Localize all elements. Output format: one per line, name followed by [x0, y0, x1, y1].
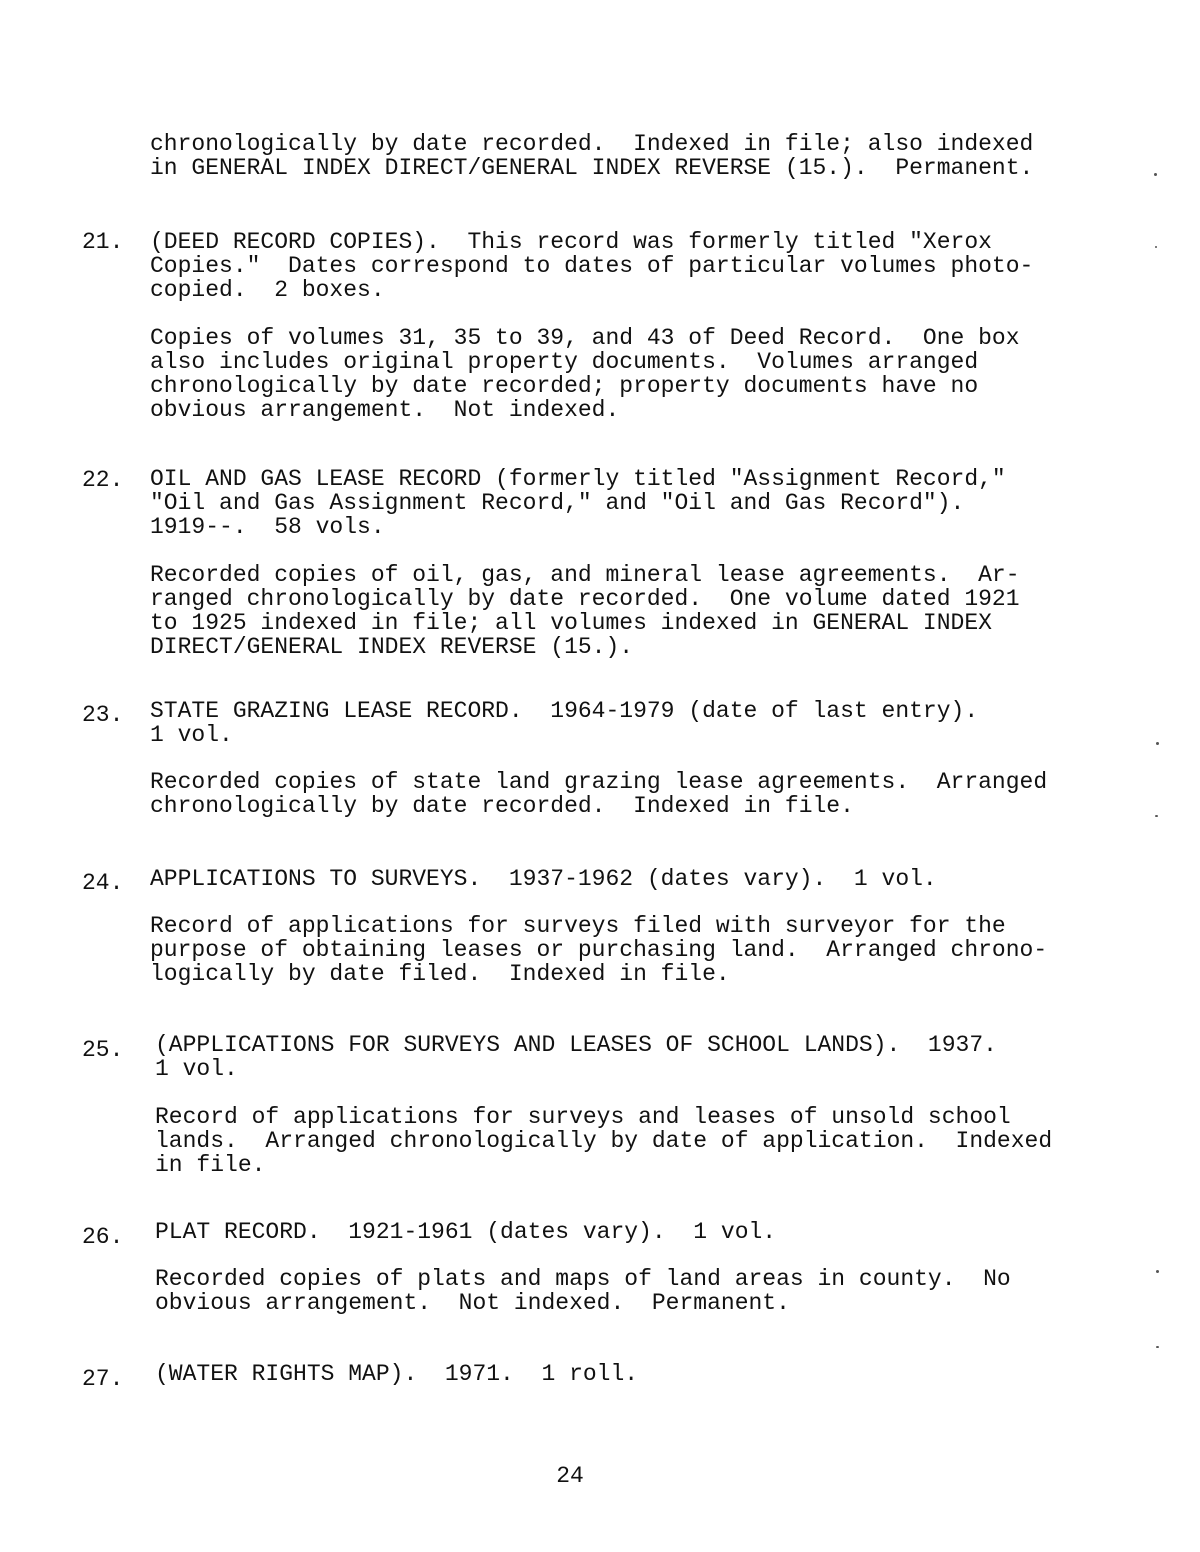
text-line: Record of applications for surveys and leases of unsold school [155, 1104, 1011, 1130]
scan-speck [1154, 173, 1157, 176]
entry-heading [150, 230, 1033, 302]
entry-number: 27. [82, 1366, 124, 1392]
text-line: copied. 2 boxes. [150, 277, 385, 303]
text-line: obvious arrangement. Not indexed. Permanent. [155, 1290, 790, 1316]
text-line: lands. Arranged chronologically by date of application. Indexed [155, 1128, 1053, 1154]
text-line: (APPLICATIONS FOR SURVEYS AND LEASES OF SCHOOL LANDS). 1937. [155, 1032, 997, 1058]
entry-description [155, 1267, 1011, 1315]
text-line: STATE GRAZING LEASE RECORD. 1964-1979 (date of last entry). [150, 698, 979, 724]
text-line: Copies." Dates correspond to dates of particular volumes photo- [150, 253, 1034, 279]
text-line: Recorded copies of state land grazing lease agreements. Arranged [150, 769, 1048, 795]
text-line: PLAT RECORD. 1921-1961 (dates vary). 1 vol. [155, 1219, 777, 1245]
entry-heading [155, 1220, 776, 1244]
scan-speck [1155, 246, 1157, 248]
entry-description [155, 1105, 1052, 1177]
text-line: also includes original property documents. Volumes arranged [150, 349, 979, 375]
text-line: Recorded copies of oil, gas, and mineral lease agreements. Ar- [150, 562, 1020, 588]
continuation-paragraph [150, 132, 1033, 180]
text-line: ranged chronologically by date recorded. One volume dated 1921 [150, 586, 1020, 612]
entry-description [150, 770, 1047, 818]
entry-number: 26. [82, 1224, 124, 1250]
text-line: in file. [155, 1152, 266, 1178]
entry-description [150, 914, 1047, 986]
entry-heading [150, 867, 937, 891]
text-line: "Oil and Gas Assignment Record," and "Oil and Gas Record"). [150, 490, 965, 516]
text-line: 1 vol. [150, 722, 233, 748]
entry-heading [150, 467, 1006, 539]
text-line: APPLICATIONS TO SURVEYS. 1937-1962 (dates vary). 1 vol. [150, 866, 937, 892]
text-line: chronologically by date recorded; property documents have no [150, 373, 979, 399]
text-line: (DEED RECORD COPIES). This record was formerly titled "Xerox [150, 229, 992, 255]
text-line: in GENERAL INDEX DIRECT/GENERAL INDEX REVERSE (15.). Permanent. [150, 155, 1034, 181]
text-line: OIL AND GAS LEASE RECORD (formerly titled "Assignment Record," [150, 466, 1006, 492]
entry-heading [155, 1033, 997, 1081]
text-line: 1 vol. [155, 1056, 238, 1082]
text-line: obvious arrangement. Not indexed. [150, 397, 620, 423]
entry-heading [150, 699, 978, 747]
scan-speck [1156, 1346, 1159, 1348]
scan-speck [1156, 1270, 1159, 1273]
entry-heading [155, 1362, 638, 1386]
entry-description [150, 326, 1020, 422]
text-line: purpose of obtaining leases or purchasing land. Arranged chrono- [150, 937, 1048, 963]
text-line: Copies of volumes 31, 35 to 39, and 43 of Deed Record. One box [150, 325, 1020, 351]
text-line: to 1925 indexed in file; all volumes indexed in GENERAL INDEX [150, 610, 992, 636]
text-line: DIRECT/GENERAL INDEX REVERSE (15.). [150, 634, 634, 660]
text-line: chronologically by date recorded. Indexed in file; also indexed [150, 131, 1034, 157]
text-line: 1919--. 58 vols. [150, 514, 385, 540]
text-line: (WATER RIGHTS MAP). 1971. 1 roll. [155, 1361, 639, 1387]
text-line: Record of applications for surveys filed with surveyor for the [150, 913, 1006, 939]
entry-description [150, 563, 1020, 659]
text-line: logically by date filed. Indexed in file. [150, 961, 730, 987]
entry-number: 22. [82, 467, 124, 493]
entry-number: 25. [82, 1037, 124, 1063]
page-number: 24 [556, 1463, 584, 1489]
entry-number: 23. [82, 702, 124, 728]
entry-number: 21. [82, 229, 124, 255]
entry-number: 24. [82, 870, 124, 896]
scan-speck [1155, 815, 1158, 817]
text-line: chronologically by date recorded. Indexed in file. [150, 793, 854, 819]
scan-speck [1156, 742, 1159, 745]
text-line: Recorded copies of plats and maps of land areas in county. No [155, 1266, 1011, 1292]
